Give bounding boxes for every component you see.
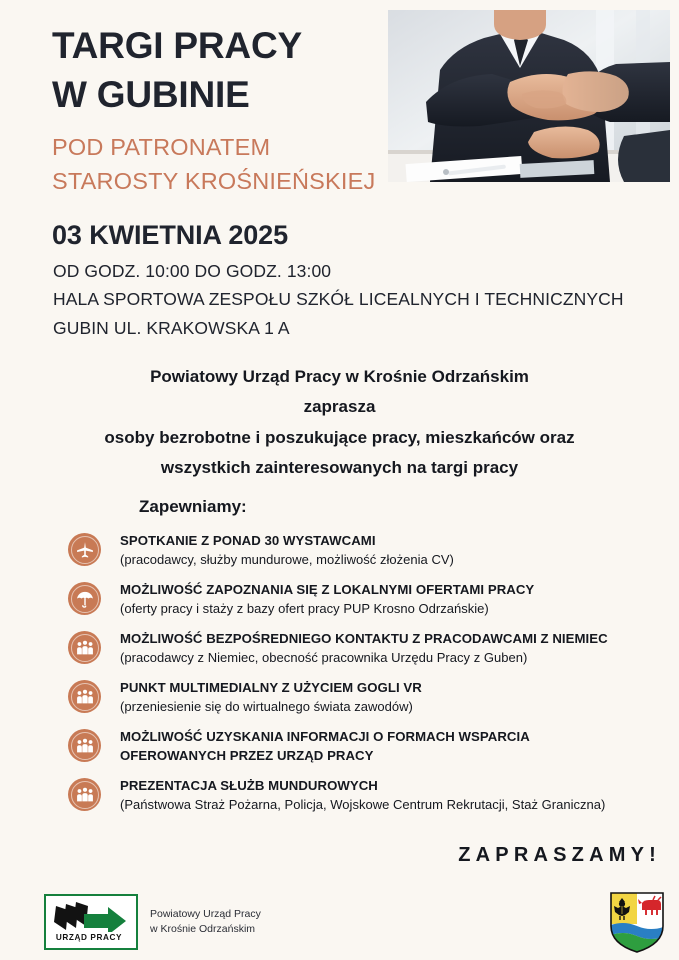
people-group-icon [68, 778, 101, 811]
people-group-icon [68, 680, 101, 713]
guarantees-heading: Zapewniamy: [139, 497, 247, 516]
invite-line-1: Powiatowy Urząd Pracy w Krośnie Odrzańskim [150, 367, 529, 386]
org-line-2: w Krośnie Odrzańskim [150, 922, 256, 935]
org-line-1: Powiatowy Urząd Pracy [150, 908, 261, 920]
poster-footer [0, 888, 679, 958]
list-item-title: SPOTKANIE Z PONAD 30 WYSTAWCAMI [120, 533, 376, 548]
list-item-title: MOŻLIWOŚĆ ZAPOZNANIA SIĘ Z LOKALNYMI OFERTAMI PRACY [120, 582, 535, 597]
organization-name [150, 907, 261, 937]
list-item-title: PREZENTACJA SŁUŻB MUNDUROWYCH [120, 778, 378, 793]
people-group-icon [68, 631, 101, 664]
list-item-text [120, 531, 454, 569]
invite-line-2: zaprasza [303, 397, 376, 417]
coat-of-arms [608, 890, 666, 954]
event-address: GUBIN UL. KRAKOWSKA 1 A [53, 317, 290, 338]
logo-label: URZĄD PRACY [55, 933, 123, 942]
list-item-desc: (pracodawcy, służby mundurowe, możliwość złożenia CV) [120, 551, 454, 567]
poster-title-line1: TARGI PRACY [52, 25, 302, 66]
poster-header [0, 0, 679, 250]
patron-line1: POD PATRONATEM [52, 133, 271, 160]
invite-line-4: wszystkich zainteresowanych na targi pracy [160, 457, 519, 477]
list-item-title: MOŻLIWOŚĆ BEZPOŚREDNIEGO KONTAKTU Z PRACODAWCAMI Z NIEMIEC [120, 631, 608, 646]
event-time: OD GODZ. 10:00 DO GODZ. 13:00 [53, 261, 332, 281]
poster-title-line2: W GUBINIE [52, 73, 250, 115]
umbrella-icon [68, 582, 101, 615]
list-item [68, 776, 679, 820]
event-venue: HALA SPORTOWA ZESPOŁU SZKÓŁ LICEALNYCH I TECHNICZNYCH [53, 289, 624, 310]
event-details [53, 257, 663, 342]
list-item-text [120, 776, 605, 814]
call-to-action: ZAPRASZAMY! [458, 844, 661, 866]
patron-line2: STAROSTY KROŚNIEŃSKIEJ [52, 168, 376, 195]
people-group-icon [68, 729, 101, 762]
list-item [68, 727, 679, 771]
event-date: 03 KWIETNIA 2025 [52, 219, 288, 250]
list-item-text [120, 727, 530, 765]
list-item-text [120, 580, 534, 618]
list-item [68, 678, 679, 722]
list-item-title: PUNKT MULTIMEDIALNY Z UŻYCIEM GOGLI VR [120, 680, 422, 695]
list-item-desc: (oferty pracy i staży z bazy ofert pracy PUP Krosno Odrzańskie) [120, 600, 489, 616]
list-item-desc: OFEROWANYCH PRZEZ URZĄD PRACY [120, 747, 374, 763]
handshake-photo [388, 10, 670, 182]
list-item-text [120, 629, 608, 667]
list-item [68, 629, 679, 673]
list-item-desc: (pracodawcy z Niemiec, obecność pracownika Urzędu Pracy z Guben) [120, 649, 528, 665]
list-item-title: MOŻLIWOŚĆ UZYSKANIA INFORMACJI O FORMACH WSPARCIA [120, 729, 530, 744]
invitation-text [0, 362, 679, 483]
guarantees-list [68, 531, 679, 825]
title-block [52, 22, 382, 251]
list-item-text [120, 678, 422, 716]
airplane-icon [68, 533, 101, 566]
list-item [68, 580, 679, 624]
invite-line-3: osoby bezrobotne i poszukujące pracy, mieszkańców oraz [104, 427, 575, 447]
list-item-desc: (przeniesienie się do wirtualnego świata zawodów) [120, 698, 413, 714]
list-item [68, 531, 679, 575]
list-item-desc: (Państwowa Straż Pożarna, Policja, Wojskowe Centrum Rekrutacji, Staż Graniczna) [120, 796, 606, 812]
urzad-pracy-logo [44, 894, 138, 950]
